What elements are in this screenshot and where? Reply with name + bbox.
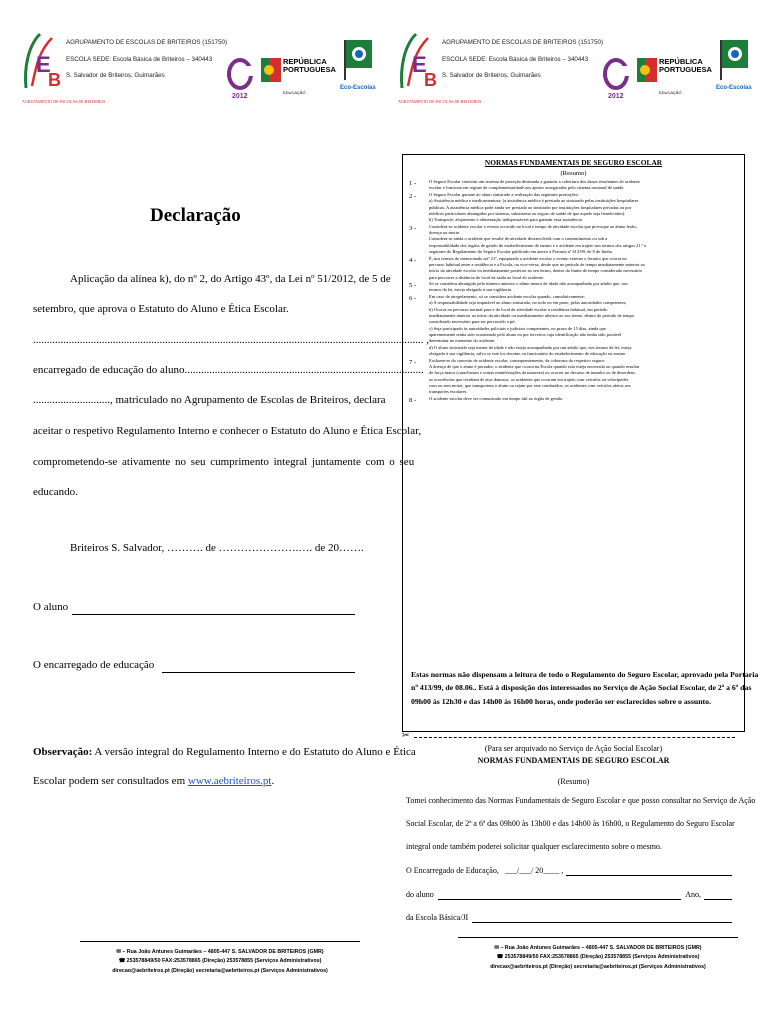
guardian-signature-field[interactable]: [162, 663, 355, 673]
eco-schools-flag-icon: [716, 38, 752, 82]
rule-line: Considera-se acidente escolar o evento ocorrido no local e tempo de atividade escolar que provoque ao aluno lesão,: [429, 223, 637, 229]
footer-address: Rua João Antunes Guimarães – 4805-447 S. SALVADOR DE BRITEIROS (GMR): [126, 949, 324, 955]
rule-line: O Seguro Escolar constitui um sistema de proteção destinado a garantir a cobertura dos danos resultantes do acidente: [429, 179, 640, 184]
rule-line: as ocorrências que resultam de atos danosos; os acidentes que ocorram em trajeto com veículos ou velocípedes: [429, 376, 629, 382]
rep-line-2: PORTUGUESA: [659, 65, 712, 75]
rule-line: para percorrer a distância do local da saída ao local do acidente.: [429, 274, 544, 280]
footer-left: [80, 941, 360, 976]
rule-number: 2 -: [409, 192, 417, 200]
rule-line: O Seguro Escolar garante ao aluno sinistrado a realização das seguintes prestações:: [429, 191, 579, 197]
slip-subtitle: (Resumo): [557, 777, 590, 786]
svg-text:E: E: [412, 52, 427, 77]
mail-icon: ✉ –: [116, 949, 127, 955]
website-link[interactable]: www.aebriteiros.pt: [187, 775, 272, 787]
eu-logo: [226, 56, 260, 102]
portugal-flag-icon: [261, 58, 281, 82]
rules-closing-2: nº 413/99, de 08.06.. Está à disposição dos interessados no Serviço de Ação Social Escolar, de 2ª a 6ª das: [411, 683, 752, 693]
logo-caption: AGRUPAMENTO DE ESCOLAS DE BRITEIROS: [22, 99, 106, 104]
slip-school-row: [406, 912, 732, 923]
rule-line: b) Ocorra no percurso normal para e do local de atividade escolar à residência habitual, em período: [429, 306, 608, 312]
rule-item: [403, 256, 744, 282]
rule-line: d) O aluno sinistrado seja menor de idade e não esteja acompanhado por um adulto que, nos termos da lei, esteja: [429, 344, 632, 350]
rule-line: seguintes do Regulamento do Seguro Escolar publicado em anexo à Portaria nº 413/99, de 8 de Junho.: [429, 249, 614, 255]
slip-student-field[interactable]: [438, 891, 681, 900]
rule-line: a) Assistência médica e medicamentosa; (a assistência médica é prestada ao sinistrado pelas instituições hospitalares: [429, 198, 639, 204]
header-line-2: ESCOLA SEDE: Escola Básica de Briteiros – 340443: [442, 56, 589, 63]
rule-number: 8 -: [409, 396, 417, 404]
educando-line: educando.: [33, 486, 78, 498]
eco-schools-logo: [340, 38, 376, 98]
slip-text-3: integral onde também poderei solicitar qualquer esclarecimento sobre o mesmo.: [406, 842, 662, 851]
para1-line-b: setembro, que aprova o Estatuto do Aluno e Ética Escolar.: [33, 303, 289, 315]
republic-logo: [261, 56, 336, 100]
footer-address: Rua João Antunes Guimarães – 4805-447 S. SALVADOR DE BRITEIROS (GMR): [504, 945, 702, 951]
header-line-1: AGRUPAMENTO DE ESCOLAS DE BRITEIROS (151750): [66, 39, 228, 46]
eco-label: Eco-Escolas: [716, 85, 752, 91]
rule-item: [403, 224, 744, 256]
rule-line: aparentemente tenha sido ocasionado pelo aluno ou por terceiros cuja identificação não tenha sido possível: [429, 332, 622, 337]
scissors-icon: ✂: [402, 730, 410, 740]
guardian-signature-label: O encarregado de educação: [33, 659, 155, 671]
rule-line: doença ou morte.: [429, 230, 461, 235]
slip-date-blank: ___/___/ 20____ ,: [504, 866, 564, 875]
school-logo-icon: [398, 28, 438, 94]
header-line-1: AGRUPAMENTO DE ESCOLAS DE BRITEIROS (151750): [442, 39, 604, 46]
school-logo-right: [398, 28, 482, 104]
rule-number: 7 -: [409, 358, 417, 366]
eco-label: Eco-Escolas: [340, 85, 376, 91]
svg-text:B: B: [424, 70, 437, 90]
rule-line: responsabilidade dos órgãos de gestão do estabelecimento de ensino e o acidente em trajeto nos termos dos artigos 21.º e: [429, 242, 647, 248]
slip-guardian-field[interactable]: [566, 867, 732, 876]
slip-school-field[interactable]: [472, 914, 732, 923]
rule-item: [403, 294, 744, 358]
year-label: 2012: [608, 93, 624, 100]
rule-line: início da atividade escolar ou imediatamente posterior ao seu termo, dentro do limite de tempo considerado necessário: [429, 268, 643, 274]
name-dots-line: .............................................................................................................................................. ,: [33, 334, 429, 346]
rules-subtitle: (Resumo): [560, 170, 587, 177]
slip-guardian-label: O Encarregado de Educação,: [406, 866, 499, 875]
rule-line: A doença de que o aluno é portador; o acidente que ocorra na Escola quando esta esteja encerrada ou quando resultar: [429, 363, 640, 369]
accept-line: aceitar o respetivo Regulamento Interno e conhecer o Estatuto do Aluno e Ética Escolar,: [33, 425, 422, 437]
observation-text-2: Escolar podem ser consultados em: [33, 775, 186, 787]
slip-archive: (Para ser arquivado no Serviço de Ação Social Escolar): [484, 744, 663, 753]
rules-title: NORMAS FUNDAMENTAIS DE SEGURO ESCOLAR: [484, 158, 663, 167]
footer-right: [458, 937, 738, 972]
rule-item: [403, 179, 744, 192]
school-logo-icon: [22, 28, 62, 94]
eco-schools-flag-icon: [340, 38, 376, 82]
rules-closing-1: Estas normas não dispensam a leitura de todo o Regulamento do Seguro Escolar, aprovado pela Portaria: [411, 670, 759, 679]
year-label: 2012: [232, 93, 248, 100]
rule-line: Só se considera abrangido pelo número anterior o aluno menor de idade não acompanhado por adulto que, nos: [429, 281, 628, 286]
rule-line: imediatamente anterior ao início da atividade ou imediatamente ulterior ao seu termo, dentro do período de tempo: [429, 312, 635, 318]
footer-phones: 253578849/50 FAX:253578865 (Direção) 253578855 (Serviços Administrativos): [126, 958, 322, 965]
rules-list: [403, 179, 744, 402]
observation-end: .: [271, 775, 275, 787]
insurance-rules-box: [402, 154, 759, 732]
footer-emails: direcao@aebriteiros.pt (Direção) secretaria@aebriteiros.pt (Serviços Administrativos): [112, 967, 328, 974]
observation-line-2: [33, 775, 274, 789]
republic-logo: [637, 56, 712, 100]
slip-text-2: Social Escolar, de 2ª a 6ª das 09h00 às 13h00 e das 14h00 às 16h00, o Regulamento do Seguro Escolar: [406, 819, 735, 828]
header-line-3: S. Salvador de Briteiros, Guimarães: [66, 72, 165, 79]
rule-line: considerado necessário para ser percorrido a pé;: [429, 319, 516, 325]
phone-icon: ☎: [118, 958, 127, 965]
declaration-title: Declaração: [150, 205, 241, 226]
rule-line: percurso habitual entre a residência e a Escola, ou vice-versa, desde que no período de tempo imediatamente anterior ao: [429, 261, 645, 267]
rule-item: [403, 358, 744, 396]
rule-line: Excluem-se do conceito de acidente escolar, consequentemente, da cobertura do respetivo seguro:: [429, 357, 606, 363]
slip-school-label: da Escola Básica/JI: [406, 913, 469, 922]
rule-number: 1 -: [409, 180, 417, 187]
slip-title: NORMAS FUNDAMENTAIS DE SEGURO ESCOLAR: [477, 756, 670, 765]
footer-phones: 253578849/50 FAX:253578865 (Direção) 253578855 (Serviços Administrativos): [504, 954, 700, 961]
rule-number: 5 -: [409, 282, 417, 289]
rule-number: 6 -: [409, 294, 417, 302]
guardian-line: encarregado de educação do aluno.......................................................................................: [33, 364, 424, 376]
rule-line: Considera-se ainda o acidente que resulte de atividade desenvolvida com o consentimento ou sob a: [429, 236, 608, 242]
student-signature-label: O aluno: [33, 601, 69, 613]
rule-line: O acidente escolar deve ser comunicado em tempo útil ao órgão de gestão.: [429, 395, 564, 401]
rule-line: termos da lei, esteja obrigado à sua vigilância.: [429, 287, 513, 293]
rule-item: [403, 192, 744, 224]
mail-icon: ✉ –: [494, 945, 505, 951]
rule-number: 3 -: [409, 224, 417, 232]
rule-line: médicos particulares abrangidos por sistema, subsistema ou seguro de saúde de que aquele seja beneficiário).: [429, 210, 626, 216]
rule-line: É, nos termos do mencionado artº 21º, equiparado a acidente escolar o evento externo e fortuito que ocorra no: [429, 255, 627, 261]
logo-caption: AGRUPAMENTO DE ESCOLAS DE BRITEIROS: [398, 99, 482, 104]
rule-item: [403, 281, 744, 294]
slip-text-1: Tomei conhecimento das Normas Fundamentais de Seguro Escolar e que posso consultar no Serviço de Ação: [406, 796, 756, 805]
rule-number: 4 -: [409, 256, 417, 264]
rule-line: transportes escolares.: [429, 389, 468, 395]
enrolled-line: [33, 394, 386, 408]
slip-student-label: do aluno: [406, 890, 434, 899]
rule-line: c) Seja participado às autoridades policiais e judiciais competentes, no prazo de 15 dias, ainda que: [429, 325, 606, 331]
slip-year-label: Ano,: [685, 890, 701, 899]
eu-logo: [602, 56, 636, 102]
rules-closing-3: 09h00 às 12h30 e das 14h00 às 16h00 horas, onde poderão ser esclarecidos sobre o assunto.: [411, 696, 711, 706]
svg-text:E: E: [36, 52, 51, 77]
rep-line-1: REPÚBLICA: [659, 57, 703, 66]
rule-line: públicas. A assistência médica pode ainda ser prestada ao sinistrado por instituições hospitalares privadas ou por: [429, 204, 632, 210]
footer-emails: direcao@aebriteiros.pt (Direção) secretaria@aebriteiros.pt (Serviços Administrativos): [490, 963, 706, 970]
rule-item: [403, 396, 744, 402]
europe-year-logo-icon: [226, 56, 260, 100]
rule-line: Em caso de atropelamento, só se considera acidente escolar quando, cumulativamente:: [429, 293, 585, 299]
rule-line: determinar no momento do acidente;: [429, 338, 496, 344]
school-logo: [22, 28, 106, 104]
student-signature: [33, 601, 355, 615]
rule-line: a) A responsabilidade seja imputável ao aluno sinistrado, no todo ou em parte, pelas autoridades competentes;: [429, 300, 627, 306]
date-line: Briteiros S. Salvador, ………. de ………………….…. de 20…….: [70, 542, 364, 554]
observation-line-1: [33, 746, 416, 760]
rep-sub: EDUCAÇÃO: [659, 90, 682, 95]
portugal-flag-icon: [637, 58, 657, 82]
svg-text:B: B: [48, 70, 61, 90]
rule-line: obrigado à sua vigilância, salvo se este for docente ou funcionário do estabelecimento de educação ou ensino.: [429, 351, 627, 357]
guardian-signature: [33, 659, 355, 673]
header-line-3: S. Salvador de Briteiros, Guimarães: [442, 72, 541, 79]
header-line-2: ESCOLA SEDE: Escola Básica de Briteiros – 340443: [66, 56, 213, 63]
rule-line: escolar e funciona em regime de complementaridade aos apoios assegurados pelo sistema nacional de saúde.: [429, 185, 625, 191]
observation-text: A versão integral do Regulamento Interno e do Estatuto do Aluno e Ética: [94, 746, 416, 758]
observation-label: Observação:: [33, 746, 93, 758]
slip-student-row: [406, 889, 732, 900]
commit-line: comprometendo-se ativamente no seu cumprimento integral juntamente com o seu: [33, 456, 415, 468]
rule-line: de força maior (cataclismos e outras manifestações da natureza) ou ocorrer no decurso de tumulto ou de desordem;: [429, 370, 636, 376]
rules-closing: [411, 668, 759, 708]
student-signature-field[interactable]: [72, 605, 355, 615]
enrolled-text: matriculado no Agrupamento de Escolas de Briteiros, declara: [115, 394, 386, 406]
enrolled-dots: ............................,: [33, 394, 113, 406]
rep-line-1: REPÚBLICA: [283, 57, 327, 66]
slip-guardian-row: [406, 865, 732, 876]
eco-schools-logo: [716, 38, 752, 98]
cut-line: [402, 730, 745, 741]
europe-year-logo-icon: [602, 56, 636, 100]
phone-icon: ☎: [496, 954, 505, 961]
rep-line-2: PORTUGUESA: [283, 65, 336, 75]
rule-line: com ou sem motor, que transportem o aluno ou sejam por este conduzidos; os acidentes com veículos afetos aos: [429, 383, 631, 388]
rule-line: b) Transporte, alojamento e alimentação indispensáveis para garantir essa assistência.: [429, 217, 583, 223]
slip-year-field[interactable]: [704, 891, 732, 900]
para1-line-a: Aplicação da alínea k), do nº 2, do Artigo 43º, da Lei nº 51/2012, de 5 de: [70, 273, 391, 285]
rep-sub: EDUCAÇÃO: [283, 90, 306, 95]
